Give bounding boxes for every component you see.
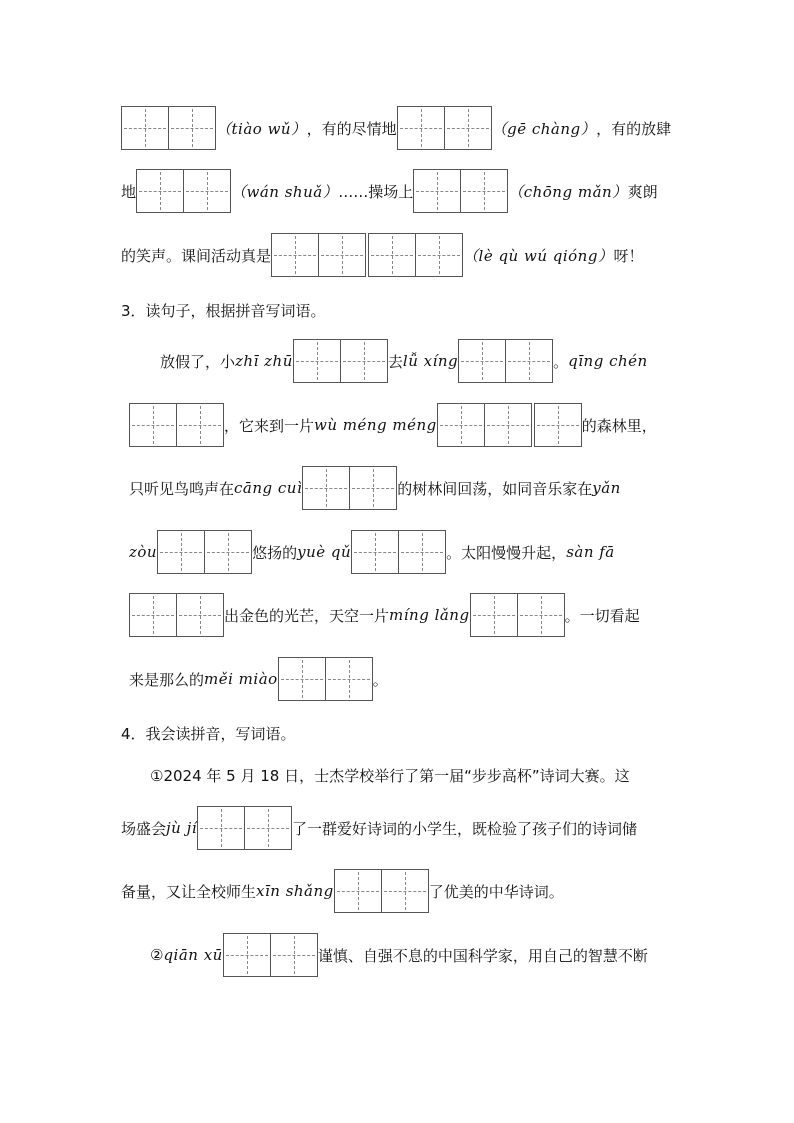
- char-box[interactable]: [325, 657, 373, 701]
- char-box[interactable]: [176, 593, 224, 637]
- char-box[interactable]: [437, 403, 485, 447]
- text: 的森林里，: [581, 416, 657, 435]
- char-box[interactable]: [318, 233, 366, 277]
- text: 地: [121, 182, 137, 201]
- exercise-line: [121, 230, 643, 280]
- pinyin: lǚ xíng: [402, 352, 459, 370]
- text: 。一切看起: [564, 606, 640, 625]
- char-boxes[interactable]: [368, 233, 463, 277]
- text: 备量，又让全校师生: [121, 882, 257, 901]
- pinyin: zòu: [129, 543, 158, 561]
- char-boxes[interactable]: [136, 169, 231, 213]
- text: 爽朗: [627, 182, 658, 201]
- char-box[interactable]: [302, 466, 350, 510]
- char-box[interactable]: [271, 233, 319, 277]
- char-boxes[interactable]: [397, 106, 492, 150]
- char-box[interactable]: [121, 106, 169, 150]
- text: 放假了，小: [160, 352, 236, 371]
- text: ，它来到一片: [224, 416, 315, 435]
- pinyin: zhī zhū: [235, 352, 293, 370]
- char-boxes[interactable]: [223, 933, 318, 977]
- char-boxes[interactable]: [278, 657, 373, 701]
- char-boxes[interactable]: [121, 106, 216, 150]
- exercise-line: [121, 103, 671, 153]
- pinyin: xīn shǎng: [256, 882, 334, 900]
- pinyin: （gē chàng）: [491, 119, 597, 138]
- char-box[interactable]: [398, 530, 446, 574]
- char-box[interactable]: [458, 339, 506, 383]
- char-box[interactable]: [244, 806, 292, 850]
- exercise-line: [121, 803, 637, 853]
- text: 来是那么的: [129, 670, 205, 689]
- char-boxes[interactable]: [157, 530, 252, 574]
- pinyin: wù méng méng: [314, 416, 437, 434]
- exercise-line: [129, 590, 640, 640]
- text: 只听见鸟鸣声在: [129, 479, 235, 498]
- char-box[interactable]: [223, 933, 271, 977]
- pinyin: qīng chén: [568, 352, 648, 370]
- text: 出金色的光芒，天空一片: [224, 606, 390, 625]
- char-box[interactable]: [397, 106, 445, 150]
- char-boxes[interactable]: [413, 169, 508, 213]
- text: ，有的放肆: [596, 119, 672, 138]
- section-heading: 4．我会读拼音，写词语。: [121, 725, 296, 743]
- char-boxes[interactable]: [293, 339, 388, 383]
- char-box[interactable]: [129, 593, 177, 637]
- text: 谨慎、自强不息的中国科学家，用自己的智慧不断: [317, 946, 648, 965]
- char-box[interactable]: [351, 530, 399, 574]
- text: 。: [553, 352, 569, 371]
- exercise-line: [129, 463, 621, 513]
- char-box[interactable]: [183, 169, 231, 213]
- text: 了一群爱好诗词的小学生，既检验了孩子们的诗词储: [292, 819, 638, 838]
- char-box[interactable]: [368, 233, 416, 277]
- text: 的树林间回荡，如同音乐家在: [397, 479, 593, 498]
- pinyin: sàn fā: [566, 543, 615, 561]
- char-box[interactable]: [505, 339, 553, 383]
- char-box[interactable]: [270, 933, 318, 977]
- char-box[interactable]: [381, 869, 429, 913]
- exercise-line: [129, 654, 388, 704]
- char-boxes[interactable]: [470, 593, 565, 637]
- pinyin: jù jí: [166, 819, 198, 837]
- char-box[interactable]: [444, 106, 492, 150]
- text: 悠扬的: [252, 543, 298, 562]
- char-boxes[interactable]: [534, 403, 582, 447]
- pinyin: （tiào wǔ）: [216, 119, 307, 138]
- text: 的笑声。课间活动真是: [121, 246, 272, 265]
- char-box[interactable]: [129, 403, 177, 447]
- text: 场盛会: [121, 819, 167, 838]
- text: 呀！: [613, 246, 644, 265]
- exercise-line: [121, 866, 564, 916]
- char-boxes[interactable]: [302, 466, 397, 510]
- char-box[interactable]: [340, 339, 388, 383]
- char-box[interactable]: [415, 233, 463, 277]
- char-box[interactable]: [470, 593, 518, 637]
- char-boxes[interactable]: [129, 593, 224, 637]
- text: 去: [387, 352, 403, 371]
- char-box[interactable]: [517, 593, 565, 637]
- pinyin: qiān xū: [163, 946, 223, 964]
- char-boxes[interactable]: [334, 869, 429, 913]
- text: ②: [150, 946, 164, 964]
- text: 。太阳慢慢升起，: [446, 543, 567, 562]
- char-box[interactable]: [168, 106, 216, 150]
- char-box[interactable]: [157, 530, 205, 574]
- char-box[interactable]: [136, 169, 184, 213]
- char-box[interactable]: [176, 403, 224, 447]
- char-boxes[interactable]: [197, 806, 292, 850]
- text: ……操场上: [338, 182, 414, 201]
- char-boxes[interactable]: [437, 403, 532, 447]
- pinyin: （wán shuǎ）: [231, 182, 339, 201]
- text: 。: [372, 670, 388, 689]
- char-box[interactable]: [334, 869, 382, 913]
- char-box[interactable]: [278, 657, 326, 701]
- pinyin: míng lǎng: [389, 606, 470, 624]
- char-box[interactable]: [349, 466, 397, 510]
- exercise-line: [121, 166, 658, 216]
- char-box[interactable]: [460, 169, 508, 213]
- char-box[interactable]: [413, 169, 461, 213]
- char-box[interactable]: [293, 339, 341, 383]
- pinyin: （chōng mǎn）: [508, 182, 628, 201]
- text: 了优美的中华诗词。: [428, 882, 564, 901]
- pinyin: cāng cuì: [234, 479, 303, 497]
- text: ①2024 年 5 月 18 日，士杰学校举行了第一届“步步高杯”诗词大赛。这: [150, 766, 630, 785]
- exercise-line: [129, 400, 657, 450]
- exercise-line: [150, 750, 630, 800]
- char-box[interactable]: [484, 403, 532, 447]
- pinyin: yuè qǔ: [297, 543, 352, 561]
- exercise-line: [150, 930, 648, 980]
- char-box[interactable]: [534, 403, 582, 447]
- pinyin: měi miào: [204, 670, 278, 688]
- char-boxes[interactable]: [351, 530, 446, 574]
- exercise-line: [160, 336, 648, 386]
- char-boxes[interactable]: [271, 233, 366, 277]
- pinyin: （lè qù wú qióng）: [463, 246, 614, 265]
- char-box[interactable]: [197, 806, 245, 850]
- section-heading: 3．读句子，根据拼音写词语。: [121, 302, 326, 320]
- text: ，有的尽情地: [306, 119, 397, 138]
- char-boxes[interactable]: [129, 403, 224, 447]
- pinyin: yǎn: [592, 479, 621, 497]
- exercise-line: [129, 527, 615, 577]
- char-boxes[interactable]: [458, 339, 553, 383]
- char-box[interactable]: [204, 530, 252, 574]
